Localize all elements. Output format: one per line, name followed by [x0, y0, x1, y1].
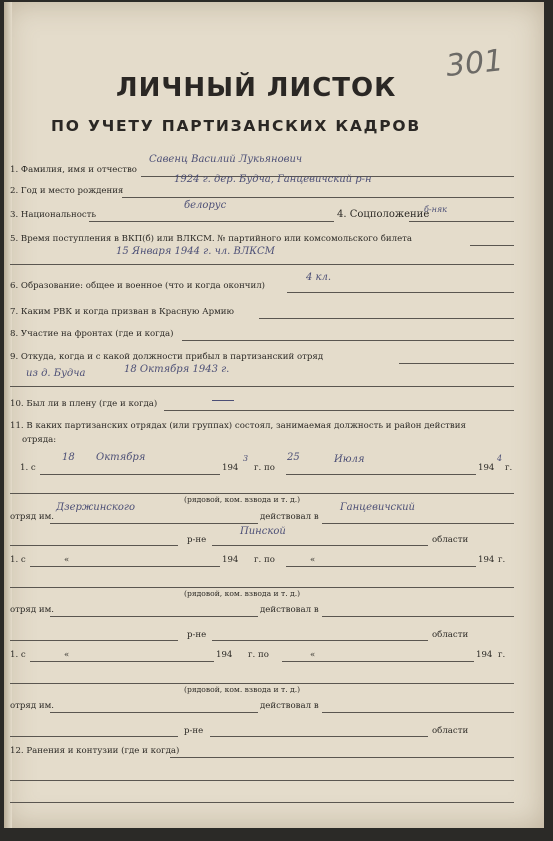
- field-arrival-label: 9. Откуда, когда и с какой должности прибыл в партизанский отряд: [10, 352, 324, 362]
- section1-year-to-g: г.: [505, 463, 513, 473]
- field-social-value: б-няк: [424, 205, 447, 214]
- form-subtitle: ПО УЧЕТУ ПАРТИЗАНСКИХ КАДРОВ: [51, 117, 421, 135]
- section2-detachment-line: [50, 616, 258, 617]
- field-nationality-line: [89, 221, 334, 222]
- field-education-line: [287, 292, 514, 293]
- section1-area-value: Ганцевичский: [340, 502, 415, 513]
- section3-q1: «: [64, 650, 70, 660]
- section1-to-label: г. по: [254, 463, 275, 473]
- field-conscription-line: [259, 318, 514, 319]
- field-nationality-label: 3. Национальность: [10, 210, 97, 220]
- section2-detachment-label: отряд им.: [10, 605, 55, 615]
- field-social-label: 4. Соцположение: [337, 209, 430, 220]
- section1-day-to: 25: [287, 452, 300, 463]
- section3-detachment-label: отряд им.: [10, 701, 55, 711]
- section2-rank-note: (рядовой, ком. взвода и т. д.): [184, 589, 301, 598]
- page-number-handwritten: 301: [444, 43, 505, 84]
- field-arrival-date: 18 Октября 1943 г.: [124, 364, 230, 375]
- field-name-label: 1. Фамилия, имя и отчество: [10, 165, 137, 175]
- section1-region-value: Пинской: [240, 526, 286, 537]
- field-captivity-label: 10. Был ли в плену (где и когда): [10, 399, 158, 409]
- section3-region-line-left: [10, 736, 178, 737]
- section1-region-line: [212, 545, 428, 546]
- section1-month-to: Июля: [334, 454, 365, 465]
- section2-to-line: [286, 566, 476, 567]
- section2-year-from-prefix: 194: [222, 555, 239, 565]
- field-fronts-line: [182, 340, 514, 341]
- section1-oblast-label: области: [432, 535, 469, 545]
- section2-to-label: г. по: [254, 555, 275, 565]
- field-fronts-label: 8. Участие на фронтах (где и когда): [10, 329, 174, 339]
- section1-rank-note: (рядовой, ком. взвода и т. д.): [184, 495, 301, 504]
- section3-year-from-prefix: 194: [216, 650, 233, 660]
- section2-acted-line: [322, 616, 514, 617]
- field-birth-value: 1924 г. дер. Будча, Ганцевичский р-н: [174, 174, 372, 185]
- section3-oblast-label: области: [432, 726, 469, 736]
- section2-from-line: [30, 566, 220, 567]
- section1-detachment-label: отряд им.: [10, 512, 55, 522]
- section1-detachment-value: Дзержинского: [56, 502, 135, 513]
- section3-to-line: [282, 661, 474, 662]
- field-social-line: [409, 221, 514, 222]
- section1-rank-line: [10, 493, 514, 494]
- section3-rne-label: р-не: [184, 726, 204, 736]
- field-arrival-line-2: [10, 386, 514, 387]
- form-title: ЛИЧНЫЙ ЛИСТОК: [116, 73, 397, 103]
- section1-rne-label: р-не: [187, 535, 207, 545]
- section2-q2: «: [310, 555, 316, 565]
- section1-year-to: 4: [497, 454, 503, 463]
- section3-detachment-line: [50, 712, 258, 713]
- section2-acted-label: действовал в: [260, 605, 319, 615]
- field-party-line-2: [10, 264, 514, 265]
- field-arrival-place: из д. Будча: [26, 368, 86, 379]
- section3-rank-note: (рядовой, ком. взвода и т. д.): [184, 685, 301, 694]
- field-wounds-line-2: [10, 780, 514, 781]
- section2-rank-line: [10, 587, 514, 588]
- section1-from-line: [40, 474, 220, 475]
- section3-rank-line: [10, 683, 514, 684]
- section2-region-line: [212, 640, 428, 641]
- section3-from-label: 1. с: [10, 650, 26, 660]
- section1-month-from: Октября: [96, 452, 146, 463]
- section3-year-to-prefix: 194: [476, 650, 493, 660]
- field-education-label: 6. Образование: общее и военное (что и когда окончил): [10, 281, 266, 291]
- field-birth-label: 2. Год и место рождения: [10, 186, 124, 196]
- section2-year-to-prefix: 194: [478, 555, 495, 565]
- section3-q2: «: [310, 650, 316, 660]
- field-wounds-line: [170, 757, 514, 758]
- section1-acted-line: [322, 523, 514, 524]
- field-wounds-line-3: [10, 802, 514, 803]
- section1-acted-label: действовал в: [260, 512, 319, 522]
- section3-year-to-g: г.: [498, 650, 506, 660]
- section1-year-from: 3: [243, 454, 249, 463]
- section2-oblast-label: области: [432, 630, 469, 640]
- field-detachments-label-cont: отряда:: [22, 435, 57, 445]
- section3-region-line: [210, 736, 428, 737]
- field-captivity-line: [164, 410, 514, 411]
- section2-from-label: 1. с: [10, 555, 26, 565]
- section1-day-from: 18: [62, 452, 75, 463]
- section3-acted-label: действовал в: [260, 701, 319, 711]
- field-wounds-label: 12. Ранения и контузии (где и когда): [10, 746, 180, 756]
- section2-region-line-left: [10, 640, 178, 641]
- field-arrival-line-1: [399, 363, 514, 364]
- field-birth-line: [122, 197, 514, 198]
- section3-from-line: [30, 661, 214, 662]
- section2-q1: «: [64, 555, 70, 565]
- section1-to-line: [286, 474, 476, 475]
- section2-year-to-g: г.: [498, 555, 506, 565]
- field-education-value: 4 кл.: [306, 272, 332, 283]
- document-sheet: [4, 2, 544, 828]
- section3-acted-line: [322, 712, 514, 713]
- field-nationality-value: белорус: [184, 200, 227, 211]
- field-captivity-dash: [212, 400, 234, 401]
- section3-to-label: г. по: [248, 650, 269, 660]
- field-detachments-label: 11. В каких партизанских отрядах (или группах) состоял, занимаемая должность и район действия: [10, 421, 466, 431]
- section1-detachment-line: [50, 523, 258, 524]
- section1-region-line-left: [10, 545, 178, 546]
- section2-rne-label: р-не: [187, 630, 207, 640]
- section1-year-to-prefix: 194: [478, 463, 495, 473]
- field-party-value: 15 Января 1944 г. чл. ВЛКСМ: [116, 246, 275, 257]
- field-party-label: 5. Время поступления в ВКП(б) или ВЛКСМ. № партийного или комсомольского билета: [10, 234, 413, 244]
- field-conscription-label: 7. Каким РВК и когда призван в Красную Армию: [10, 307, 234, 317]
- field-party-line-1: [470, 245, 514, 246]
- section1-year-from-prefix: 194: [222, 463, 239, 473]
- section1-from-label: 1. с: [20, 463, 36, 473]
- field-name-value: Савенц Василий Лукьянович: [149, 154, 303, 165]
